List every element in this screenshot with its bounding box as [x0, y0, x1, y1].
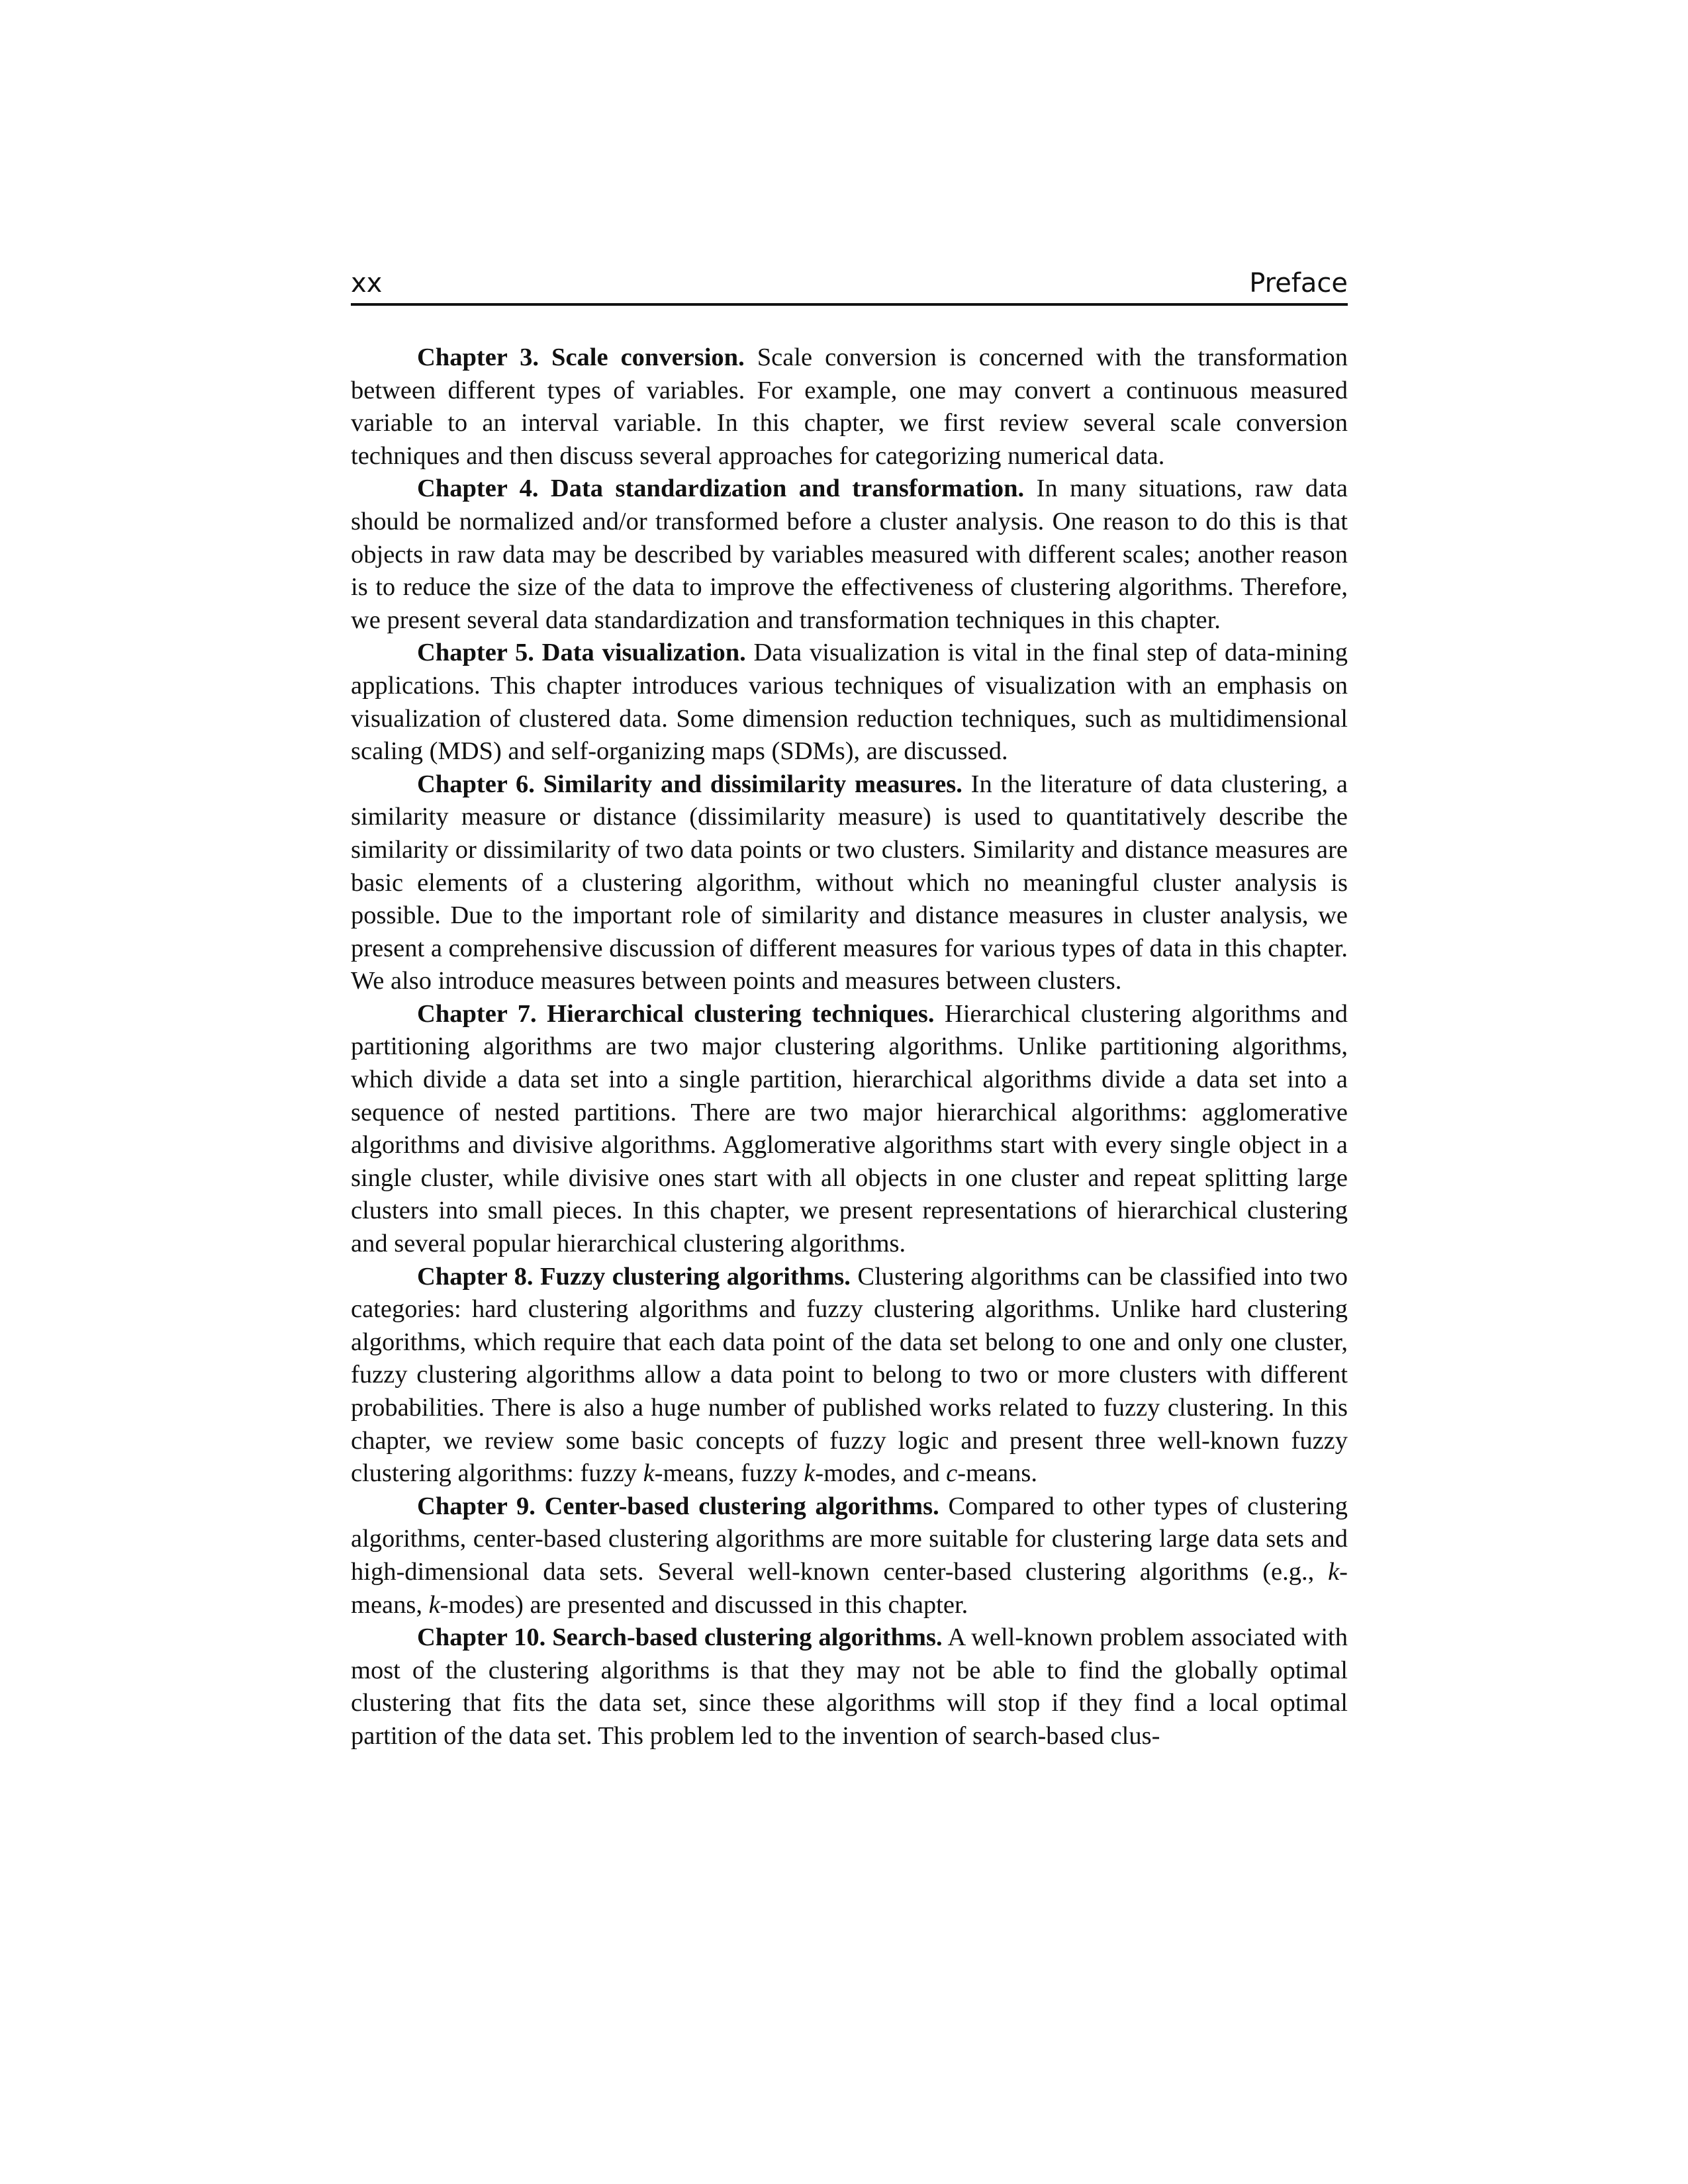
paragraph-text-segment: -means. [957, 1459, 1038, 1488]
math-variable-c: c [946, 1459, 958, 1488]
page-number: xx [351, 268, 383, 298]
paragraph-chapter-5 [351, 637, 1348, 768]
running-header [351, 263, 1348, 303]
math-variable-k: k [1328, 1557, 1340, 1586]
paragraph-text-segment: Compared to other types of clustering algorithms, center-based clustering algorithms are more suitable for clustering large data sets and high-dimensional data sets. Several well-known center-based clustering algorithms (e.g., [351, 1492, 1348, 1586]
paragraph-chapter-3 [351, 341, 1348, 473]
chapter-heading: Chapter 3. Scale conversion. [417, 343, 745, 371]
math-variable-k: k [643, 1459, 655, 1488]
paragraph-text-segment: Clustering algorithms can be classified into two categories: hard clustering algorithms and fuzzy clustering algorithms. Unlike hard clustering algorithms, which require that each data point of the data set belong to one and only one cluster, fuzzy clustering algorithms allow a data point to belong to two or more clusters with different probabilities. There is also a huge number of published works related to fuzzy clustering. In this chapter, we review some basic concepts of fuzzy logic and present three well-known fuzzy clustering algorithms: fuzzy [351, 1262, 1348, 1488]
header-rule [351, 303, 1348, 306]
paragraph-text: A well-known problem associated with most of the clustering algorithms is that they may not be able to find the globally optimal clustering that fits the data set, since these algorithms will stop if they find a local optimal partition of the data set. This problem led to the invention of search-based clus- [351, 1623, 1348, 1750]
chapter-heading: Chapter 5. Data visualization. [417, 639, 746, 667]
paragraph-text: Data visualization is vital in the final step of data-mining applications. This chapter introduces various techniques of visualization with an emphasis on visualization of clustered data. Some dimension reduction techniques, such as multidimensional scaling (MDS) and self-organizing maps (SDMs), are discussed. [351, 639, 1348, 766]
chapter-heading: Chapter 7. Hierarchical clustering techniques. [417, 999, 935, 1028]
paragraph-text-segment: -modes) are presented and discussed in this chapter. [440, 1590, 968, 1619]
paragraph-chapter-8 [351, 1261, 1348, 1490]
body-text [351, 341, 1348, 1753]
chapter-heading: Chapter 9. Center-based clustering algorithms. [417, 1492, 939, 1520]
paragraph-chapter-9 [351, 1490, 1348, 1621]
paragraph-text-segment: -means, [351, 1557, 1348, 1619]
paragraph-text: In many situations, raw data should be normalized and/or transformed before a cluster analysis. One reason to do this is that objects in raw data may be described by variables measured with different scales; another reason is to reduce the size of the data to improve the effectiveness of clustering algorithms. Therefore, we present several data standardization and transformation techniques in this chapter. [351, 475, 1348, 634]
chapter-heading: Chapter 6. Similarity and dissimilarity measures. [417, 770, 962, 798]
math-variable-k: k [428, 1590, 440, 1619]
paragraph-text: Scale conversion is concerned with the transformation between different types of variables. For example, one may convert a continuous measured variable to an interval variable. In this chapter, we first review several scale conversion techniques and then discuss several approaches for categorizing numerical data. [351, 343, 1348, 470]
paragraph-text: In the literature of data clustering, a similarity measure or distance (dissimilarity measure) is used to quantitatively describe the similarity or dissimilarity of two data points or two clusters. Similarity and distance measures are basic elements of a clustering algorithm, without which no meaningful cluster analysis is possible. Due to the important role of similarity and distance measures in cluster analysis, we present a comprehensive discussion of different measures for various types of data in this chapter. We also introduce measures between points and measures between clusters. [351, 770, 1348, 995]
math-variable-k: k [804, 1459, 816, 1488]
paragraph-chapter-6 [351, 768, 1348, 998]
paragraph-chapter-7 [351, 998, 1348, 1261]
paragraph-chapter-4 [351, 473, 1348, 637]
chapter-heading: Chapter 4. Data standardization and transformation. [417, 475, 1025, 503]
paragraph-text-segment: -modes, and [815, 1459, 947, 1488]
paragraph-text-segment: -means, fuzzy [654, 1459, 804, 1488]
chapter-heading: Chapter 8. Fuzzy clustering algorithms. [417, 1262, 851, 1291]
running-title: Preface [1249, 268, 1348, 298]
paragraph-text: Hierarchical clustering algorithms and partitioning algorithms are two major clustering algorithms. Unlike partitioning algorithms, which divide a data set into a single partition, hierarchical algorithms divide a data set into a sequence of nested partitions. There are two major hierarchical algorithms: agglomerative algorithms and divisive algorithms. Agglomerative algorithms start with every single object in a single cluster, while divisive ones start with all objects in one cluster and repeat splitting large clusters into small pieces. In this chapter, we present representations of hierarchical clustering and several popular hierarchical clustering algorithms. [351, 999, 1348, 1258]
chapter-heading: Chapter 10. Search-based clustering algorithms. [417, 1623, 943, 1652]
paragraph-chapter-10 [351, 1621, 1348, 1752]
